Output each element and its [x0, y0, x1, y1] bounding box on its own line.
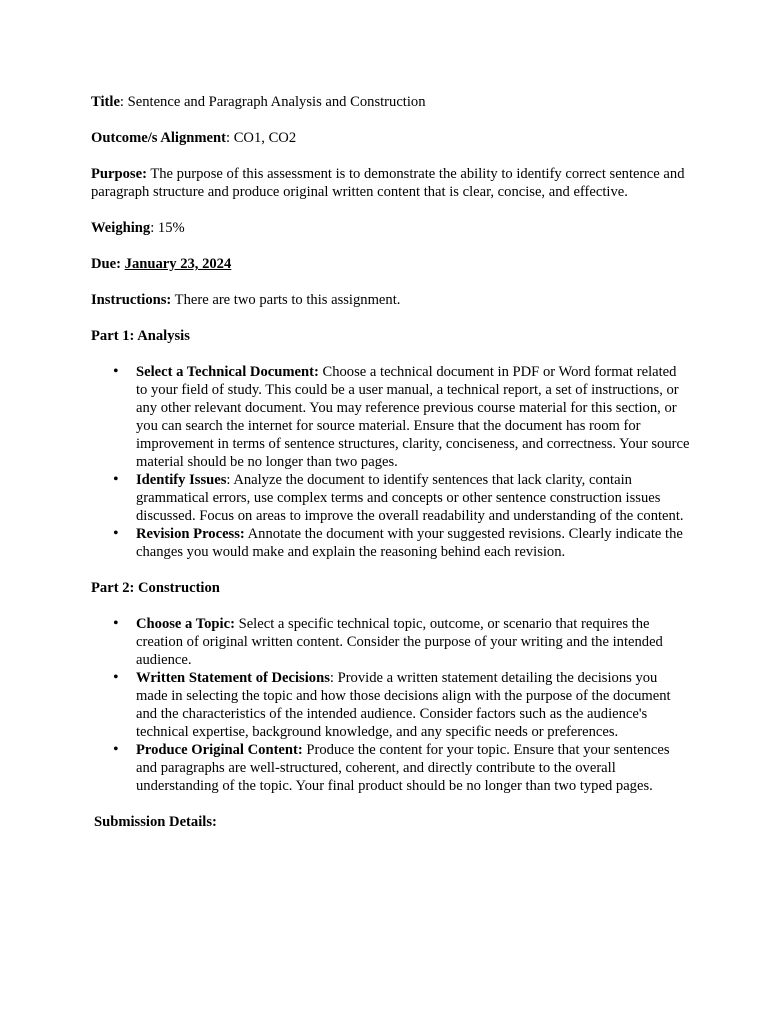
list-item — [136, 471, 691, 525]
list-item — [136, 525, 691, 561]
part2-list — [91, 615, 691, 795]
list-item-text: Produce the content for your topic. Ensure that your sentences and paragraphs are well-structured, coherent, and directly contribute to the overall understanding of the topic. Your final product should be no longer than two typed pages. — [136, 742, 670, 794]
list-item-text: Select a specific technical topic, outcome, or scenario that requires the creation of original written content. Consider the purpose of your writing and the intended audience. — [136, 616, 663, 668]
list-item-text: Choose a technical document in PDF or Word format related to your field of study. This could be a user manual, a technical report, a set of instructions, or any other relevant document. You may reference previous course material for this section, or you can search the internet for source material. Ensure that the document has room for improvement in terms of sentence structures, clarity, conciseness, and correctness. Your source material should be no longer than two pages. — [136, 364, 690, 470]
list-item-label: Written Statement of Decisions — [136, 670, 330, 686]
submission-heading-text: Submission Details: — [94, 814, 217, 830]
list-item — [136, 669, 691, 741]
list-item-label: Revision Process: — [136, 526, 245, 542]
list-item — [136, 363, 691, 471]
purpose-value: The purpose of this assessment is to demonstrate the ability to identify correct sentence and paragraph structure and produce original written content that is clear, concise, and effective. — [91, 166, 685, 200]
outcome-label: Outcome/s Alignment — [91, 130, 226, 146]
instructions-label: Instructions: — [91, 292, 172, 308]
list-item-text: : Provide a written statement detailing the decisions you made in selecting the topic and how those decisions align with the purpose of the document and the characteristics of the intended audience. Consider factors such as the audience's technical expertise, background knowledge, and any specific needs or preferences. — [136, 670, 671, 740]
list-item — [136, 615, 691, 669]
due-line — [91, 255, 691, 273]
due-separator: : — [116, 256, 125, 272]
title-line — [91, 93, 691, 111]
list-item-text: : Analyze the document to identify sentences that lack clarity, contain grammatical errors, use complex terms and concepts or other sentence construction issues discussed. Focus on areas to improve the overall readability and understanding of the content. — [136, 472, 684, 524]
part1-list — [91, 363, 691, 561]
part2-heading-text: Part 2: Construction — [91, 580, 220, 596]
part1-heading-text: Part 1: Analysis — [91, 328, 190, 344]
instructions-line — [91, 291, 691, 309]
due-date: January 23, 2024 — [124, 256, 232, 272]
part2-heading — [91, 579, 691, 597]
part1-heading — [91, 327, 691, 345]
title-value: : Sentence and Paragraph Analysis and Construction — [119, 94, 426, 110]
due-label: Due — [91, 256, 117, 272]
list-item-text: Annotate the document with your suggested revisions. Clearly indicate the changes you would make and explain the reasoning behind each revision. — [136, 526, 683, 560]
submission-heading — [91, 813, 691, 831]
list-item-label: Choose a Topic: — [136, 616, 235, 632]
outcome-line — [91, 129, 691, 147]
instructions-value: There are two parts to this assignment. — [171, 292, 401, 308]
document-page — [91, 93, 691, 831]
list-item-label: Identify Issues — [136, 472, 227, 488]
list-item-label: Produce Original Content: — [136, 742, 303, 758]
weighing-value: : 15% — [150, 220, 185, 236]
purpose-label: Purpose: — [91, 166, 147, 182]
title-label: Title — [91, 94, 120, 110]
purpose-paragraph — [91, 165, 691, 201]
weighing-line — [91, 219, 691, 237]
list-item-label: Select a Technical Document: — [136, 364, 319, 380]
outcome-value: : CO1, CO2 — [226, 130, 297, 146]
list-item — [136, 741, 691, 795]
weighing-label: Weighing — [91, 220, 151, 236]
